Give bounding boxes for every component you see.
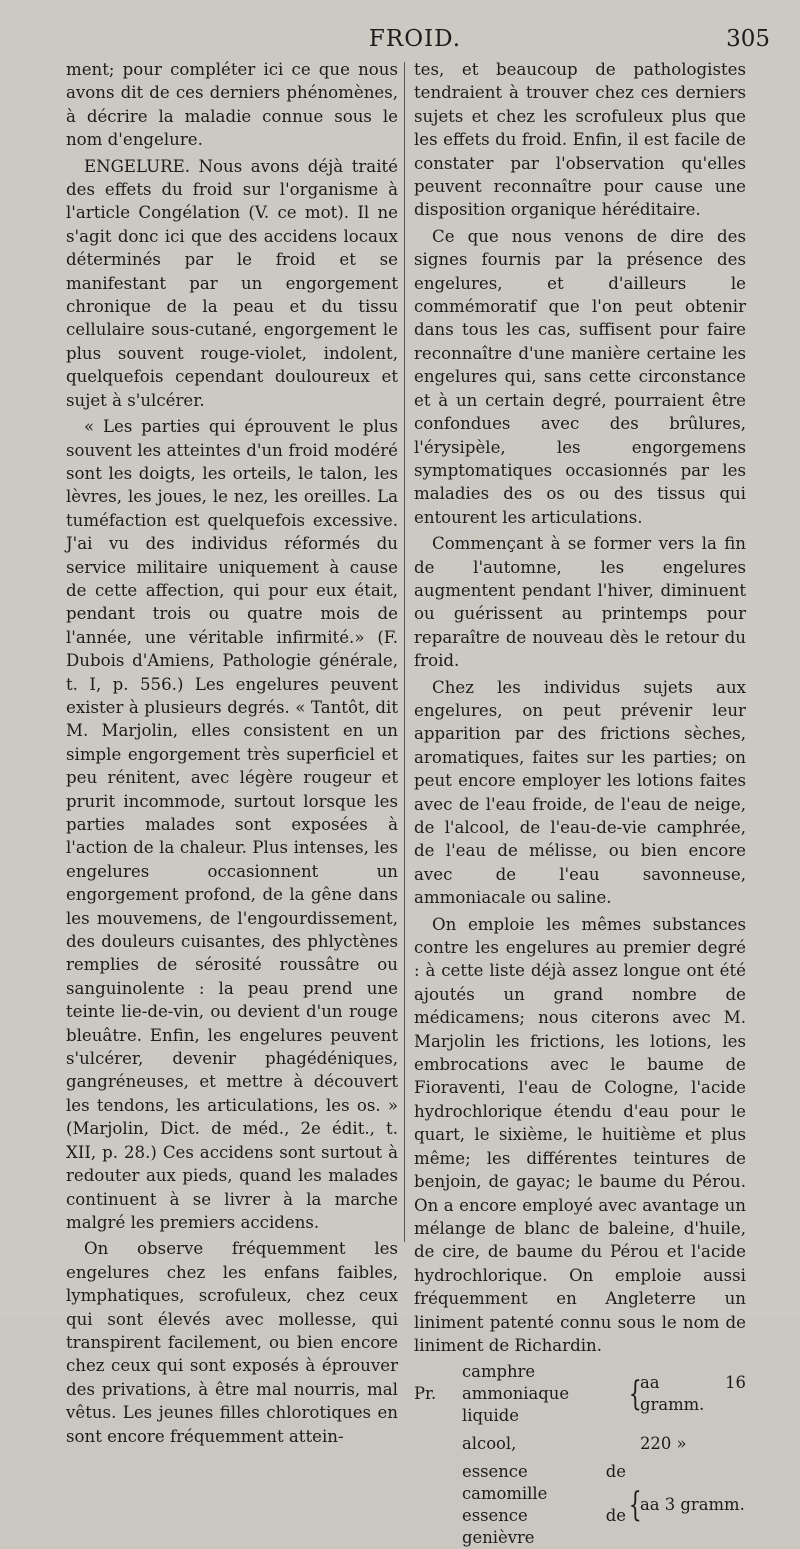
recipe-row bbox=[414, 1461, 746, 1549]
brace-icon: { bbox=[628, 1485, 642, 1526]
left-column bbox=[66, 58, 398, 1451]
recipe-block bbox=[414, 1361, 746, 1549]
recipe-dose: aa 16 gramm. bbox=[640, 1373, 746, 1415]
paragraph: ENGELURE. Nous avons déjà traité des effets du froid sur l'organisme à l'article Congélation (V. ce mot). Il ne s'agit donc ici que des accidens locaux déterminés par le froid et se manifestant par un engorgement chronique de la peau et du tissu cellulaire sous-cutané, engorgement le plus souvent rouge-violet, indolent, quelquefois cependant douloureux et sujet à s'ulcérer. bbox=[66, 156, 398, 410]
paragraph: ment; pour compléter ici ce que nous avons dit de ces derniers phénomènes, à décrire la maladie connue sous le nom d'engelure. bbox=[66, 60, 398, 150]
page-number: 305 bbox=[726, 26, 770, 52]
page-header bbox=[60, 22, 770, 56]
recipe-row bbox=[414, 1427, 746, 1461]
recipe-dose: 220 » bbox=[640, 1434, 687, 1454]
recipe-row bbox=[414, 1361, 746, 1427]
recipe-ingredient: camphre bbox=[462, 1362, 536, 1382]
paragraph: tes, et beaucoup de pathologistes tendraient à trouver chez ces derniers sujets et chez les scrofuleux plus que les effets du froid. Enfin, il est facile de constater par l'observation qu'elles peuvent reconnaître pour cause une disposition organique héréditaire. bbox=[414, 60, 746, 220]
paragraph: On observe fréquemment les engelures chez les enfans faibles, lymphatiques, scrofuleux, chez ceux qui sont élevés avec mollesse, qui transpirent facilement, ou bien encore chez ceux qui sont exposés à éprouver des privations, à être mal nourris, mal vêtus. Les jeunes filles chlorotiques en sont encore fréquemment attein- bbox=[66, 1239, 398, 1446]
paragraph: « Les parties qui éprouvent le plus souvent les atteintes d'un froid modéré sont les doigts, les orteils, le talon, les lèvres, les joues, le nez, les oreilles. La tuméfaction est quelquefois excessive. J'ai vu des individus réformés du service militaire uniquement à cause de cette affection, qui pour eux était, pendant trois ou quatre mois de l'année, une véritable infirmité.» (F. Dubois d'Amiens, Pathologie générale, t. I, p. 556.) Les engelures peuvent exister à plusieurs degrés. « Tantôt, dit M. Marjolin, elles consistent en un simple engorgement très superficiel et peu rénitent, avec légère rougeur et prurit incommode, surtout lorsque les parties malades sont exposées à l'action de la chaleur. Plus intenses, les engelures occasionnent un engorgement profond, de la gêne dans les mouvemens, de l'engourdissement, des douleurs cuisantes, des phlyctènes remplies de sérosité roussâtre ou sanguinolente : la peau prend une teinte lie-de-vin, ou devient d'un rouge bleuâtre. Enfin, les engelures peuvent s'ulcérer, devenir phagédéniques, gangréneuses, et mettre à découvert les tendons, les articulations, les os. » (Marjolin, Dict. de méd., 2e édit., t. XII, p. 28.) Ces accidens sont surtout à redouter aux pieds, quand les malades continuent à se livrer à la marche malgré les premiers accidens. bbox=[66, 417, 398, 1232]
recipe-ingredient: essence de genièvre bbox=[462, 1506, 626, 1548]
recipe-prefix: Pr. bbox=[414, 1384, 437, 1404]
column-divider bbox=[404, 62, 405, 1242]
recipe-ingredients bbox=[454, 1461, 626, 1549]
paragraph: Ce que nous venons de dire des signes fournis par la présence des engelures, et d'ailleurs le commémoratif que l'on peut obtenir dans tous les cas, suffisent pour faire reconnaître d'une manière certaine les engelures qui, sans cette circonstance et à un certain degré, pourraient être confondues avec des brûlures, l'érysipèle, les engorgemens symptomatiques occasionnés par les maladies des os ou des tissus qui entourent les articulations. bbox=[414, 226, 746, 527]
recipe-ingredient: alcool, bbox=[462, 1434, 517, 1454]
right-column bbox=[414, 58, 746, 1549]
paragraph: Commençant à se former vers la fin de l'automne, les engelures augmentent pendant l'hiver, diminuent ou guérissent au printemps pour reparaître de nouveau dès le retour du froid. bbox=[414, 534, 746, 671]
brace-icon: { bbox=[628, 1374, 642, 1415]
recipe-dose: aa 3 gramm. bbox=[640, 1495, 745, 1515]
recipe-ingredients bbox=[454, 1433, 626, 1455]
recipe-ingredients bbox=[454, 1361, 626, 1427]
running-head: FROID. bbox=[368, 26, 462, 52]
paragraph: On emploie les mêmes substances contre les engelures au premier degré : à cette liste déjà assez longue ont été ajoutés un grand nombre de médicamens; nous citerons avec M. Marjolin les frictions, les lotions, les embrocations avec le baume de Fioraventi, l'eau de Cologne, l'acide hydrochlorique étendu d'eau pour le quart, le sixième, le huitième et plus même; les différentes teintures de benjoin, de gayac; le baume du Pérou. On a encore employé avec avantage un mélange de blanc de baleine, d'huile, de cire, de baume du Pérou et l'acide hydrochlorique. On emploie aussi fréquemment en Angleterre un liniment patenté connu sous le nom de liniment de Richardin. bbox=[414, 914, 746, 1355]
paragraph: Chez les individus sujets aux engelures, on peut prévenir leur apparition par des frictions sèches, aromatiques, faites sur les parties; on peut encore employer les lotions faites avec de l'eau froide, de l'eau de neige, de l'alcool, de l'eau-de-vie camphrée, de l'eau de mélisse, ou bien encore avec de l'eau savonneuse, ammoniacale ou saline. bbox=[414, 677, 746, 908]
recipe-ingredient: ammoniaque liquide bbox=[462, 1384, 570, 1426]
recipe-ingredient: essence de camomille bbox=[462, 1462, 626, 1504]
